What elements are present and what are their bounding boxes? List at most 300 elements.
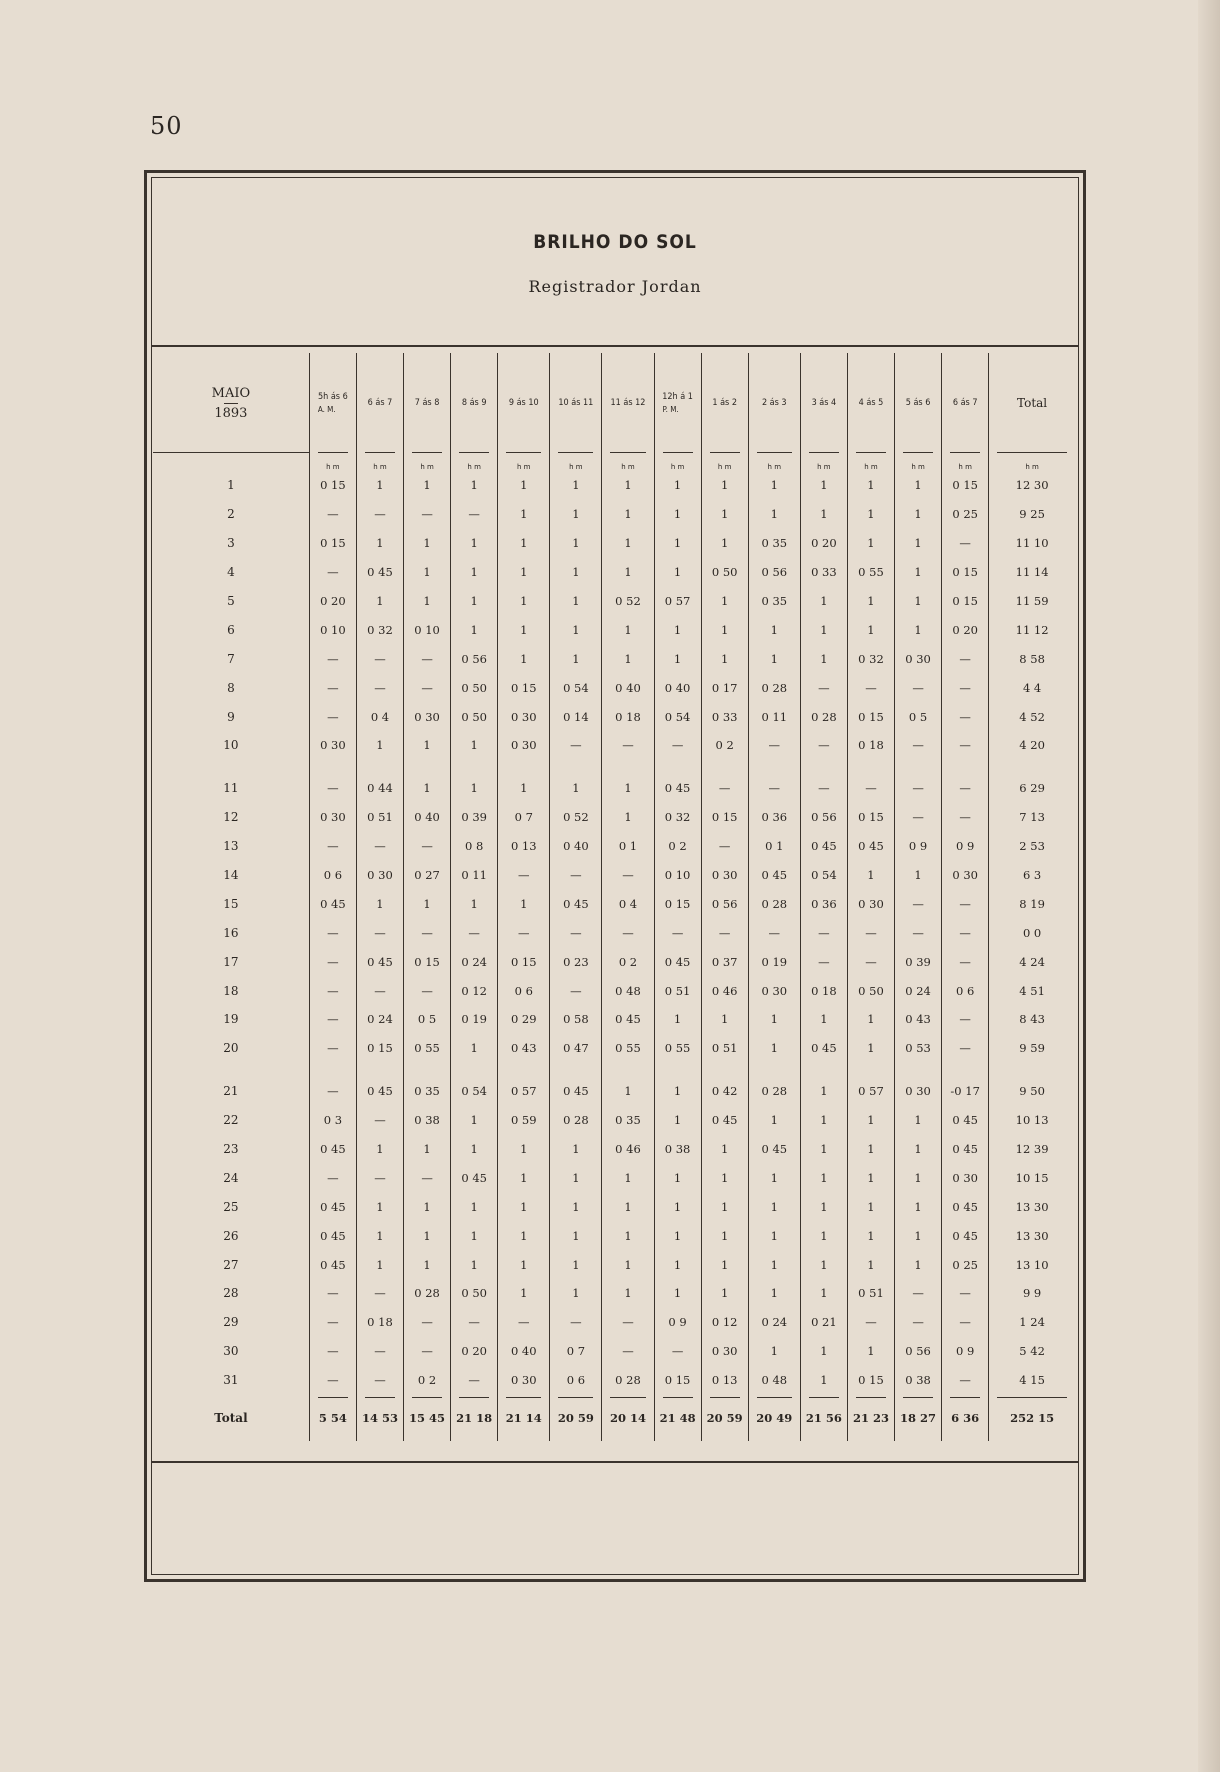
value-cell: —: [701, 918, 748, 947]
value-cell: 1: [654, 558, 701, 587]
header-underline: [997, 452, 1067, 453]
value-cell: 0 40: [498, 1337, 550, 1366]
value-cell: 0 30: [498, 1366, 550, 1395]
value-cell: 1: [800, 1106, 847, 1135]
value-cell: —: [309, 500, 356, 529]
value-cell: 0 35: [748, 587, 800, 616]
units-cell: h m: [451, 453, 498, 471]
gap-cell: [356, 1063, 403, 1077]
value-cell: 0 24: [895, 976, 942, 1005]
value-cell: 0 45: [942, 1135, 989, 1164]
value-cell: 0 28: [748, 1077, 800, 1106]
value-cell: 0 57: [847, 1077, 894, 1106]
column-header: [356, 353, 403, 453]
value-cell: —: [309, 1337, 356, 1366]
gap-cell: [309, 760, 356, 774]
units-cell: [153, 453, 309, 471]
table-row: [153, 947, 1075, 976]
value-cell: —: [654, 1337, 701, 1366]
value-cell: 1: [451, 1221, 498, 1250]
value-cell: 1: [356, 889, 403, 918]
value-cell: —: [309, 1163, 356, 1192]
value-cell: 0 56: [895, 1337, 942, 1366]
value-cell: 0 24: [451, 947, 498, 976]
value-cell: —: [847, 774, 894, 803]
header-underline: [903, 452, 933, 453]
column-label: 9 ás 10: [508, 398, 539, 408]
units-cell: h m: [989, 453, 1075, 471]
value-cell: 0 56: [701, 889, 748, 918]
value-cell: 1: [451, 1106, 498, 1135]
column-header: [451, 353, 498, 453]
units-row: [153, 453, 1075, 471]
row-total-cell: 4 52: [989, 702, 1075, 731]
value-cell: 1: [701, 500, 748, 529]
day-cell: 16: [223, 925, 239, 940]
value-cell: 0 56: [451, 644, 498, 673]
day-cell: 20: [223, 1041, 239, 1056]
gap-cell: [748, 760, 800, 774]
value-cell: 0 50: [701, 558, 748, 587]
value-cell: —: [309, 947, 356, 976]
value-cell: 0 54: [800, 861, 847, 890]
value-cell: 1: [498, 889, 550, 918]
table-row: [153, 1308, 1075, 1337]
value-cell: 1: [550, 615, 602, 644]
month-rule: [224, 403, 238, 404]
column-label: 12h á 1: [662, 392, 693, 402]
column-total-value: 20 14: [609, 1410, 646, 1425]
gap-cell: [451, 1063, 498, 1077]
total-overline: [950, 1397, 980, 1398]
table-row: [153, 774, 1075, 803]
value-cell: 1: [498, 1279, 550, 1308]
row-total-cell: 7 13: [989, 803, 1075, 832]
value-cell: 1: [748, 500, 800, 529]
row-total-cell: 9 9: [989, 1279, 1075, 1308]
row-total-cell: 4 15: [989, 1366, 1075, 1395]
column-total-cell: [654, 1395, 701, 1441]
row-total-cell: 13 30: [989, 1192, 1075, 1221]
value-cell: —: [942, 702, 989, 731]
total-overline: [506, 1397, 541, 1398]
column-total-cell: [748, 1395, 800, 1441]
value-cell: 0 37: [701, 947, 748, 976]
value-cell: 0 45: [309, 1221, 356, 1250]
value-cell: —: [309, 558, 356, 587]
page-number: 50: [150, 112, 183, 140]
value-cell: 0 57: [498, 1077, 550, 1106]
value-cell: —: [356, 1337, 403, 1366]
value-cell: 0 21: [800, 1308, 847, 1337]
total-overline: [809, 1397, 839, 1398]
value-cell: 0 52: [550, 803, 602, 832]
value-cell: 1: [602, 1192, 654, 1221]
table-row: [153, 832, 1075, 861]
value-cell: 0 45: [356, 558, 403, 587]
value-cell: 0 38: [404, 1106, 451, 1135]
gap-cell: [847, 1063, 894, 1077]
value-cell: 0 51: [701, 1034, 748, 1063]
value-cell: 1: [498, 1192, 550, 1221]
row-total-cell: 6 29: [989, 774, 1075, 803]
value-cell: 0 45: [309, 1135, 356, 1164]
value-cell: —: [356, 918, 403, 947]
value-cell: 0 30: [895, 1077, 942, 1106]
row-total-cell: 12 30: [989, 471, 1075, 500]
value-cell: 0 48: [748, 1366, 800, 1395]
value-cell: 0 56: [748, 558, 800, 587]
value-cell: 1: [451, 889, 498, 918]
column-header: [309, 353, 356, 453]
total-overline: [459, 1397, 489, 1398]
units-cell: h m: [309, 453, 356, 471]
value-cell: 0 33: [701, 702, 748, 731]
value-cell: —: [895, 889, 942, 918]
total-overline: [610, 1397, 645, 1398]
value-cell: 1: [451, 471, 498, 500]
table-row: [153, 1192, 1075, 1221]
table-row: [153, 861, 1075, 890]
value-cell: 0 8: [451, 832, 498, 861]
header-underline: [506, 452, 541, 453]
value-cell: 0 12: [701, 1308, 748, 1337]
value-cell: 0 40: [404, 803, 451, 832]
value-cell: 0 32: [654, 803, 701, 832]
value-cell: 0 27: [404, 861, 451, 890]
value-cell: 0 43: [498, 1034, 550, 1063]
value-cell: 0 12: [451, 976, 498, 1005]
value-cell: 1: [847, 615, 894, 644]
value-cell: —: [404, 1308, 451, 1337]
column-header: [847, 353, 894, 453]
sunshine-table: [153, 353, 1075, 1441]
total-overline: [558, 1397, 593, 1398]
value-cell: 0 55: [654, 1034, 701, 1063]
day-cell: 15: [223, 896, 239, 911]
units-cell: h m: [748, 453, 800, 471]
row-total-cell: 12 39: [989, 1135, 1075, 1164]
column-label: Total: [1017, 396, 1048, 410]
units-cell: h m: [550, 453, 602, 471]
value-cell: 1: [404, 731, 451, 760]
value-cell: 0 30: [356, 861, 403, 890]
value-cell: 0 36: [800, 889, 847, 918]
value-cell: 0 2: [404, 1366, 451, 1395]
row-total-cell: 1 24: [989, 1308, 1075, 1337]
row-gap: [153, 760, 1075, 774]
value-cell: 1: [895, 471, 942, 500]
value-cell: 1: [748, 644, 800, 673]
gap-cell: [701, 1063, 748, 1077]
header-underline: [318, 452, 348, 453]
value-cell: 0 45: [356, 1077, 403, 1106]
value-cell: 0 40: [550, 832, 602, 861]
column-header: [602, 353, 654, 453]
value-cell: 0 6: [498, 976, 550, 1005]
value-cell: 1: [748, 1192, 800, 1221]
value-cell: 0 15: [847, 1366, 894, 1395]
value-cell: 1: [498, 500, 550, 529]
value-cell: 1: [701, 587, 748, 616]
value-cell: 1: [701, 1221, 748, 1250]
day-cell: 11: [223, 781, 239, 796]
value-cell: 0 45: [942, 1192, 989, 1221]
page-edge: [1198, 0, 1220, 1772]
gap-cell: [404, 760, 451, 774]
day-cell: 26: [223, 1228, 239, 1243]
value-cell: 1: [748, 1005, 800, 1034]
value-cell: 0 35: [602, 1106, 654, 1135]
value-cell: —: [847, 1308, 894, 1337]
value-cell: 1: [404, 471, 451, 500]
column-total-value: 20 59: [706, 1410, 743, 1425]
table-row: [153, 529, 1075, 558]
value-cell: 0 10: [654, 861, 701, 890]
row-total-cell: 4 20: [989, 731, 1075, 760]
value-cell: 1: [847, 1034, 894, 1063]
day-cell: 8: [227, 680, 235, 695]
gap-cell: [356, 760, 403, 774]
gap-cell: [942, 1063, 989, 1077]
value-cell: —: [550, 731, 602, 760]
column-label: 3 ás 4: [811, 398, 837, 408]
value-cell: 1: [800, 644, 847, 673]
value-cell: 0 18: [800, 976, 847, 1005]
value-cell: —: [356, 500, 403, 529]
header-underline: [365, 452, 395, 453]
value-cell: 1: [550, 644, 602, 673]
value-cell: 1: [550, 558, 602, 587]
row-total-cell: 9 50: [989, 1077, 1075, 1106]
value-cell: 1: [748, 1163, 800, 1192]
gap-cell: [989, 1063, 1075, 1077]
value-cell: 1: [847, 1163, 894, 1192]
value-cell: 0 25: [942, 1250, 989, 1279]
value-cell: 0 30: [404, 702, 451, 731]
value-cell: 0 51: [654, 976, 701, 1005]
value-cell: —: [404, 500, 451, 529]
value-cell: 1: [602, 1163, 654, 1192]
value-cell: 1: [602, 529, 654, 558]
units-cell: h m: [654, 453, 701, 471]
table-row: [153, 1279, 1075, 1308]
column-total-value: 5 54: [318, 1410, 347, 1425]
table-row: [153, 1337, 1075, 1366]
gap-cell: [451, 760, 498, 774]
column-label: 1 ás 2: [712, 398, 737, 408]
value-cell: —: [748, 918, 800, 947]
gap-cell: [895, 1063, 942, 1077]
row-total-cell: 4 51: [989, 976, 1075, 1005]
value-cell: -0 17: [942, 1077, 989, 1106]
value-cell: 1: [498, 774, 550, 803]
value-cell: 0 33: [800, 558, 847, 587]
totals-label: [153, 1395, 309, 1441]
value-cell: 0 15: [498, 947, 550, 976]
value-cell: 1: [748, 1279, 800, 1308]
value-cell: 0 18: [602, 702, 654, 731]
value-cell: 1: [356, 1250, 403, 1279]
value-cell: 0 40: [602, 673, 654, 702]
value-cell: 1: [451, 1034, 498, 1063]
value-cell: 0 45: [748, 1135, 800, 1164]
table-frame: [144, 170, 1086, 1582]
value-cell: 1: [451, 529, 498, 558]
value-cell: —: [942, 644, 989, 673]
value-cell: —: [356, 673, 403, 702]
units-cell: h m: [847, 453, 894, 471]
column-total-value: 15 45: [409, 1410, 446, 1425]
value-cell: 0 2: [602, 947, 654, 976]
value-cell: 1: [895, 587, 942, 616]
value-cell: 1: [404, 774, 451, 803]
value-cell: 0 38: [895, 1366, 942, 1395]
gap-cell: [404, 1063, 451, 1077]
units-cell: h m: [800, 453, 847, 471]
value-cell: —: [550, 861, 602, 890]
value-cell: 0 15: [847, 803, 894, 832]
table-row: [153, 558, 1075, 587]
value-cell: 1: [748, 1337, 800, 1366]
header-underline: [610, 452, 645, 453]
value-cell: 0 45: [550, 889, 602, 918]
value-cell: 0 28: [404, 1279, 451, 1308]
value-cell: 1: [701, 1005, 748, 1034]
total-overline: [710, 1397, 740, 1398]
total-overline: [318, 1397, 348, 1398]
value-cell: 0 30: [701, 861, 748, 890]
value-cell: 1: [800, 1279, 847, 1308]
value-cell: 0 24: [748, 1308, 800, 1337]
value-cell: —: [309, 644, 356, 673]
value-cell: —: [309, 976, 356, 1005]
value-cell: —: [942, 1366, 989, 1395]
value-cell: 0 45: [847, 832, 894, 861]
column-label: 10 ás 11: [558, 398, 594, 408]
value-cell: 1: [895, 861, 942, 890]
value-cell: —: [451, 1366, 498, 1395]
value-cell: 0 45: [942, 1221, 989, 1250]
value-cell: 1: [800, 1005, 847, 1034]
gap-cell: [550, 1063, 602, 1077]
value-cell: 0 15: [654, 889, 701, 918]
value-cell: 0 45: [451, 1163, 498, 1192]
value-cell: 1: [451, 558, 498, 587]
value-cell: 0 45: [701, 1106, 748, 1135]
value-cell: 1: [356, 529, 403, 558]
value-cell: —: [356, 644, 403, 673]
day-cell: 24: [223, 1170, 239, 1185]
value-cell: 1: [800, 471, 847, 500]
gap-cell: [309, 1063, 356, 1077]
day-cell: 10: [223, 738, 239, 753]
value-cell: 0 20: [800, 529, 847, 558]
row-total-cell: 10 15: [989, 1163, 1075, 1192]
day-cell: 3: [227, 536, 235, 551]
value-cell: 0 10: [309, 615, 356, 644]
value-cell: 1: [498, 1163, 550, 1192]
value-cell: —: [356, 1163, 403, 1192]
value-cell: 0 9: [942, 832, 989, 861]
value-cell: 1: [602, 1279, 654, 1308]
gap-cell: [942, 760, 989, 774]
value-cell: 1: [895, 1163, 942, 1192]
column-total-cell: [989, 1395, 1075, 1441]
column-header: [498, 353, 550, 453]
day-cell: 30: [223, 1344, 239, 1359]
column-total-value: 21 14: [505, 1410, 542, 1425]
value-cell: 0 45: [654, 947, 701, 976]
value-cell: 1: [847, 1192, 894, 1221]
column-total-cell: [498, 1395, 550, 1441]
column-total-value: 20 59: [557, 1410, 594, 1425]
value-cell: 0 54: [550, 673, 602, 702]
value-cell: 0 38: [654, 1135, 701, 1164]
value-cell: —: [451, 1308, 498, 1337]
column-total-cell: [356, 1395, 403, 1441]
value-cell: 0 40: [654, 673, 701, 702]
value-cell: 1: [800, 500, 847, 529]
value-cell: 1: [654, 1106, 701, 1135]
value-cell: —: [451, 500, 498, 529]
value-cell: 1: [404, 1221, 451, 1250]
value-cell: —: [309, 1279, 356, 1308]
value-cell: 1: [748, 1221, 800, 1250]
value-cell: 1: [602, 1250, 654, 1279]
value-cell: 1: [748, 1034, 800, 1063]
total-overline: [412, 1397, 442, 1398]
column-total-cell: [404, 1395, 451, 1441]
value-cell: —: [847, 918, 894, 947]
value-cell: 0 54: [451, 1077, 498, 1106]
row-total-cell: 0 0: [989, 918, 1075, 947]
value-cell: —: [847, 947, 894, 976]
table-row: [153, 702, 1075, 731]
value-cell: 0 54: [654, 702, 701, 731]
value-cell: —: [602, 1308, 654, 1337]
value-cell: 1: [800, 1250, 847, 1279]
column-total-cell: [847, 1395, 894, 1441]
value-cell: 0 55: [404, 1034, 451, 1063]
value-cell: 1: [602, 615, 654, 644]
value-cell: 1: [451, 731, 498, 760]
row-total-cell: 11 14: [989, 558, 1075, 587]
value-cell: 1: [701, 1250, 748, 1279]
value-cell: 1: [654, 1192, 701, 1221]
table-row: [153, 1135, 1075, 1164]
total-overline: [365, 1397, 395, 1398]
value-cell: 0 30: [847, 889, 894, 918]
value-cell: —: [451, 918, 498, 947]
value-cell: 0 15: [847, 702, 894, 731]
row-total-cell: 10 13: [989, 1106, 1075, 1135]
value-cell: 1: [550, 1163, 602, 1192]
value-cell: 0 2: [701, 731, 748, 760]
value-cell: —: [404, 1163, 451, 1192]
value-cell: —: [309, 673, 356, 702]
value-cell: —: [800, 774, 847, 803]
value-cell: 0 52: [602, 587, 654, 616]
value-cell: 0 9: [895, 832, 942, 861]
table-row: [153, 471, 1075, 500]
column-label: 6 ás 7: [952, 398, 978, 408]
gap-cell: [654, 1063, 701, 1077]
value-cell: 0 5: [895, 702, 942, 731]
value-cell: 1: [498, 1135, 550, 1164]
value-cell: 0 53: [895, 1034, 942, 1063]
day-cell: 2: [227, 507, 235, 522]
